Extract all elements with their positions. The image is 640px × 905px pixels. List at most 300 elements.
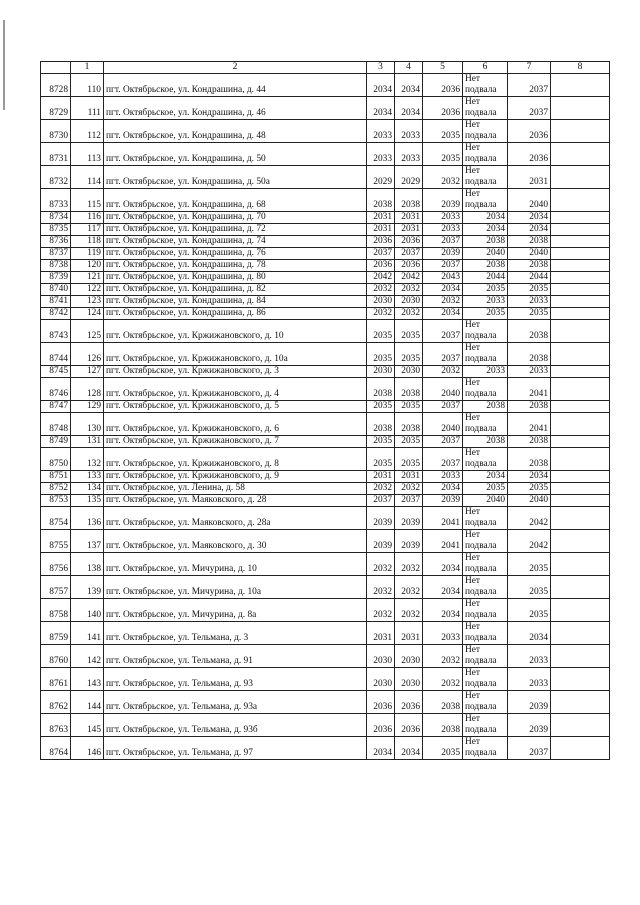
- year-col7-cell: 2042: [508, 530, 551, 553]
- table-row: [41, 236, 610, 248]
- year-col7-cell: 2034: [508, 212, 551, 224]
- col8-cell: [551, 737, 610, 760]
- col8-cell: [551, 622, 610, 645]
- year-col5-cell: 2037: [423, 260, 463, 272]
- year-col5-cell: 2037: [423, 320, 463, 343]
- address-cell: пгт. Октябрьское, ул. Тельмана, д. 3: [104, 622, 367, 645]
- row-number-cell: 8760: [41, 645, 71, 668]
- row-number-cell: 8736: [41, 236, 71, 248]
- basement-col6-cell: [463, 143, 508, 166]
- year-col7-cell: 2038: [508, 320, 551, 343]
- year-col5-cell: 2035: [423, 737, 463, 760]
- row-number-cell: 8750: [41, 448, 71, 471]
- year-col5-cell: 2039: [423, 189, 463, 212]
- col8-cell: [551, 448, 610, 471]
- year-col4-cell: 2033: [395, 143, 423, 166]
- address-cell: пгт. Октябрьское, ул. Кондрашина, д. 80: [104, 272, 367, 284]
- year-col4-cell: 2042: [395, 272, 423, 284]
- no-basement-label-top: Нет: [465, 622, 481, 632]
- row-number-cell: 8730: [41, 120, 71, 143]
- row-number-cell: 8732: [41, 166, 71, 189]
- no-basement-label-bottom: подвала: [465, 587, 497, 597]
- year-col7-cell: 2031: [508, 166, 551, 189]
- col8-cell: [551, 166, 610, 189]
- address-cell: пгт. Октябрьское, ул. Маяковского, д. 30: [104, 530, 367, 553]
- basement-col6-cell: 2033: [463, 366, 508, 378]
- no-basement-label-bottom: подвала: [465, 702, 497, 712]
- year-col5-cell: 2038: [423, 714, 463, 737]
- basement-col6-cell: 2038: [463, 436, 508, 448]
- year-col3-cell: 2033: [367, 143, 395, 166]
- year-col4-cell: 2034: [395, 74, 423, 97]
- year-col4-cell: 2038: [395, 413, 423, 436]
- row-number-cell: 8738: [41, 260, 71, 272]
- row-index-cell: 141: [71, 622, 104, 645]
- year-col5-cell: 2034: [423, 599, 463, 622]
- table-body: [41, 74, 610, 760]
- table-row: [41, 483, 610, 495]
- no-basement-label-bottom: подвала: [465, 177, 497, 187]
- row-index-cell: 120: [71, 260, 104, 272]
- year-col7-cell: 2038: [508, 260, 551, 272]
- col8-cell: [551, 413, 610, 436]
- header-cell-0: [41, 62, 71, 74]
- col8-cell: [551, 236, 610, 248]
- year-col7-cell: 2036: [508, 143, 551, 166]
- no-basement-label-bottom: подвала: [465, 459, 497, 469]
- row-number-cell: 8755: [41, 530, 71, 553]
- year-col3-cell: 2031: [367, 224, 395, 236]
- basement-col6-cell: 2038: [463, 260, 508, 272]
- basement-col6-cell: [463, 599, 508, 622]
- year-col4-cell: 2035: [395, 343, 423, 366]
- table-row: [41, 378, 610, 401]
- no-basement-label-top: Нет: [465, 166, 481, 176]
- row-index-cell: 135: [71, 495, 104, 507]
- year-col4-cell: 2036: [395, 236, 423, 248]
- year-col7-cell: 2033: [508, 366, 551, 378]
- basement-col6-cell: [463, 576, 508, 599]
- row-index-cell: 122: [71, 284, 104, 296]
- year-col7-cell: 2033: [508, 645, 551, 668]
- no-basement-label-top: Нет: [465, 691, 481, 701]
- table-row: [41, 622, 610, 645]
- no-basement-label-top: Нет: [465, 714, 481, 724]
- address-cell: пгт. Октябрьское, ул. Маяковского, д. 28: [104, 495, 367, 507]
- row-number-cell: 8743: [41, 320, 71, 343]
- year-col5-cell: 2037: [423, 343, 463, 366]
- year-col7-cell: 2035: [508, 576, 551, 599]
- year-col3-cell: 2039: [367, 530, 395, 553]
- address-cell: пгт. Октябрьское, ул. Кржижановского, д. 7: [104, 436, 367, 448]
- year-col5-cell: 2035: [423, 143, 463, 166]
- table-row: [41, 308, 610, 320]
- year-col4-cell: 2035: [395, 436, 423, 448]
- no-basement-label-top: Нет: [465, 530, 481, 540]
- col8-cell: [551, 471, 610, 483]
- no-basement-label-top: Нет: [465, 378, 481, 388]
- table-row: [41, 166, 610, 189]
- col8-cell: [551, 366, 610, 378]
- address-cell: пгт. Октябрьское, ул. Кондрашина, д. 46: [104, 97, 367, 120]
- table-header-row: [41, 62, 610, 74]
- year-col4-cell: 2030: [395, 645, 423, 668]
- year-col3-cell: 2030: [367, 668, 395, 691]
- col8-cell: [551, 260, 610, 272]
- row-number-cell: 8762: [41, 691, 71, 714]
- no-basement-label-top: Нет: [465, 645, 481, 655]
- year-col5-cell: 2032: [423, 296, 463, 308]
- table-row: [41, 413, 610, 436]
- year-col7-cell: 2041: [508, 413, 551, 436]
- year-col3-cell: 2036: [367, 691, 395, 714]
- no-basement-label-bottom: подвала: [465, 424, 497, 434]
- col8-cell: [551, 224, 610, 236]
- col8-cell: [551, 495, 610, 507]
- col8-cell: [551, 645, 610, 668]
- year-col7-cell: 2038: [508, 343, 551, 366]
- basement-col6-cell: [463, 378, 508, 401]
- row-index-cell: 121: [71, 272, 104, 284]
- table-row: [41, 448, 610, 471]
- address-cell: пгт. Октябрьское, ул. Кондрашина, д. 76: [104, 248, 367, 260]
- row-index-cell: 127: [71, 366, 104, 378]
- year-col5-cell: 2033: [423, 471, 463, 483]
- no-basement-label-bottom: подвала: [465, 354, 497, 364]
- no-basement-label-top: Нет: [465, 553, 481, 563]
- table-row: [41, 272, 610, 284]
- year-col3-cell: 2036: [367, 260, 395, 272]
- year-col4-cell: 2032: [395, 284, 423, 296]
- year-col4-cell: 2030: [395, 668, 423, 691]
- col8-cell: [551, 576, 610, 599]
- row-index-cell: 140: [71, 599, 104, 622]
- basement-col6-cell: [463, 166, 508, 189]
- basement-col6-cell: [463, 668, 508, 691]
- address-cell: пгт. Октябрьское, ул. Ленина, д. 58: [104, 483, 367, 495]
- table-row: [41, 507, 610, 530]
- year-col3-cell: 2030: [367, 296, 395, 308]
- row-index-cell: 133: [71, 471, 104, 483]
- row-number-cell: 8729: [41, 97, 71, 120]
- row-number-cell: 8739: [41, 272, 71, 284]
- year-col7-cell: 2039: [508, 691, 551, 714]
- year-col4-cell: 2037: [395, 248, 423, 260]
- no-basement-label-bottom: подвала: [465, 200, 497, 210]
- col8-cell: [551, 714, 610, 737]
- year-col7-cell: 2034: [508, 471, 551, 483]
- year-col3-cell: 2035: [367, 401, 395, 413]
- no-basement-label-top: Нет: [465, 120, 481, 130]
- table-row: [41, 248, 610, 260]
- row-index-cell: 143: [71, 668, 104, 691]
- row-number-cell: 8757: [41, 576, 71, 599]
- year-col5-cell: 2034: [423, 553, 463, 576]
- col8-cell: [551, 668, 610, 691]
- row-index-cell: 110: [71, 74, 104, 97]
- year-col3-cell: 2038: [367, 189, 395, 212]
- table-row: [41, 553, 610, 576]
- year-col3-cell: 2038: [367, 413, 395, 436]
- row-index-cell: 114: [71, 166, 104, 189]
- no-basement-label-bottom: подвала: [465, 748, 497, 758]
- row-index-cell: 142: [71, 645, 104, 668]
- row-index-cell: 144: [71, 691, 104, 714]
- year-col4-cell: 2032: [395, 553, 423, 576]
- year-col4-cell: 2035: [395, 320, 423, 343]
- header-cell-7: 7: [508, 62, 551, 74]
- year-col4-cell: 2032: [395, 599, 423, 622]
- col8-cell: [551, 120, 610, 143]
- basement-col6-cell: [463, 622, 508, 645]
- year-col7-cell: 2040: [508, 189, 551, 212]
- table-row: [41, 120, 610, 143]
- year-col5-cell: 2034: [423, 576, 463, 599]
- basement-col6-cell: [463, 413, 508, 436]
- year-col7-cell: 2033: [508, 296, 551, 308]
- address-cell: пгт. Октябрьское, ул. Кондрашина, д. 50а: [104, 166, 367, 189]
- year-col7-cell: 2038: [508, 236, 551, 248]
- no-basement-label-top: Нет: [465, 97, 481, 107]
- year-col3-cell: 2034: [367, 97, 395, 120]
- year-col5-cell: 2034: [423, 308, 463, 320]
- no-basement-label-bottom: подвала: [465, 389, 497, 399]
- col8-cell: [551, 248, 610, 260]
- no-basement-label-bottom: подвала: [465, 131, 497, 141]
- row-index-cell: 134: [71, 483, 104, 495]
- address-cell: пгт. Октябрьское, ул. Мичурина, д. 10а: [104, 576, 367, 599]
- year-col7-cell: 2034: [508, 224, 551, 236]
- year-col7-cell: 2035: [508, 483, 551, 495]
- table-row: [41, 97, 610, 120]
- basement-col6-cell: [463, 645, 508, 668]
- scan-edge-mark: [3, 20, 5, 110]
- no-basement-label-bottom: подвала: [465, 518, 497, 528]
- table-row: [41, 224, 610, 236]
- year-col7-cell: 2038: [508, 436, 551, 448]
- table-row: [41, 74, 610, 97]
- col8-cell: [551, 189, 610, 212]
- row-number-cell: 8748: [41, 413, 71, 436]
- address-cell: пгт. Октябрьское, ул. Кондрашина, д. 84: [104, 296, 367, 308]
- table-row: [41, 471, 610, 483]
- year-col4-cell: 2031: [395, 224, 423, 236]
- row-index-cell: 124: [71, 308, 104, 320]
- row-index-cell: 131: [71, 436, 104, 448]
- table-row: [41, 320, 610, 343]
- year-col7-cell: 2035: [508, 553, 551, 576]
- basement-col6-cell: 2034: [463, 212, 508, 224]
- year-col7-cell: 2040: [508, 248, 551, 260]
- row-index-cell: 129: [71, 401, 104, 413]
- address-cell: пгт. Октябрьское, ул. Кондрашина, д. 50: [104, 143, 367, 166]
- row-index-cell: 146: [71, 737, 104, 760]
- address-cell: пгт. Октябрьское, ул. Кондрашина, д. 70: [104, 212, 367, 224]
- row-number-cell: 8737: [41, 248, 71, 260]
- basement-col6-cell: [463, 97, 508, 120]
- row-index-cell: 123: [71, 296, 104, 308]
- no-basement-label-top: Нет: [465, 576, 481, 586]
- row-number-cell: 8744: [41, 343, 71, 366]
- no-basement-label-top: Нет: [465, 668, 481, 678]
- year-col4-cell: 2032: [395, 483, 423, 495]
- basement-col6-cell: [463, 737, 508, 760]
- table-row: [41, 691, 610, 714]
- address-cell: пгт. Октябрьское, ул. Кржижановского, д. 10: [104, 320, 367, 343]
- year-col5-cell: 2037: [423, 236, 463, 248]
- row-index-cell: 111: [71, 97, 104, 120]
- year-col7-cell: 2041: [508, 378, 551, 401]
- row-index-cell: 132: [71, 448, 104, 471]
- year-col5-cell: 2043: [423, 272, 463, 284]
- year-col7-cell: 2034: [508, 622, 551, 645]
- year-col4-cell: 2030: [395, 366, 423, 378]
- table-row: [41, 576, 610, 599]
- year-col7-cell: 2042: [508, 507, 551, 530]
- no-basement-label-bottom: подвала: [465, 725, 497, 735]
- table-row: [41, 401, 610, 413]
- year-col5-cell: 2040: [423, 378, 463, 401]
- year-col5-cell: 2041: [423, 507, 463, 530]
- row-index-cell: 137: [71, 530, 104, 553]
- no-basement-label-bottom: подвала: [465, 679, 497, 689]
- no-basement-label-bottom: подвала: [465, 564, 497, 574]
- col8-cell: [551, 296, 610, 308]
- year-col4-cell: 2034: [395, 97, 423, 120]
- row-index-cell: 116: [71, 212, 104, 224]
- year-col4-cell: 2036: [395, 691, 423, 714]
- year-col4-cell: 2039: [395, 507, 423, 530]
- year-col3-cell: 2031: [367, 622, 395, 645]
- no-basement-label-bottom: подвала: [465, 633, 497, 643]
- address-cell: пгт. Октябрьское, ул. Кржижановского, д. 4: [104, 378, 367, 401]
- address-cell: пгт. Октябрьское, ул. Кондрашина, д. 68: [104, 189, 367, 212]
- col8-cell: [551, 530, 610, 553]
- year-col4-cell: 2034: [395, 737, 423, 760]
- row-index-cell: 128: [71, 378, 104, 401]
- row-number-cell: 8747: [41, 401, 71, 413]
- row-number-cell: 8735: [41, 224, 71, 236]
- no-basement-label-top: Нет: [465, 507, 481, 517]
- table-row: [41, 260, 610, 272]
- year-col5-cell: 2038: [423, 691, 463, 714]
- col8-cell: [551, 599, 610, 622]
- address-cell: пгт. Октябрьское, ул. Кржижановского, д. 8: [104, 448, 367, 471]
- col8-cell: [551, 74, 610, 97]
- year-col3-cell: 2031: [367, 212, 395, 224]
- basement-col6-cell: 2038: [463, 236, 508, 248]
- year-col3-cell: 2037: [367, 495, 395, 507]
- basement-col6-cell: 2040: [463, 495, 508, 507]
- year-col7-cell: 2035: [508, 308, 551, 320]
- row-index-cell: 145: [71, 714, 104, 737]
- row-number-cell: 8741: [41, 296, 71, 308]
- row-number-cell: 8761: [41, 668, 71, 691]
- address-cell: пгт. Октябрьское, ул. Маяковского, д. 28а: [104, 507, 367, 530]
- no-basement-label-top: Нет: [465, 343, 481, 353]
- year-col3-cell: 2032: [367, 284, 395, 296]
- row-number-cell: 8763: [41, 714, 71, 737]
- year-col3-cell: 2035: [367, 343, 395, 366]
- address-cell: пгт. Октябрьское, ул. Кржижановского, д. 3: [104, 366, 367, 378]
- year-col7-cell: 2039: [508, 714, 551, 737]
- year-col5-cell: 2039: [423, 248, 463, 260]
- no-basement-label-top: Нет: [465, 737, 481, 747]
- basement-col6-cell: [463, 120, 508, 143]
- address-cell: пгт. Октябрьское, ул. Кондрашина, д. 48: [104, 120, 367, 143]
- col8-cell: [551, 212, 610, 224]
- col8-cell: [551, 97, 610, 120]
- year-col4-cell: 2031: [395, 622, 423, 645]
- year-col7-cell: 2033: [508, 668, 551, 691]
- year-col5-cell: 2036: [423, 74, 463, 97]
- table-row: [41, 599, 610, 622]
- year-col4-cell: 2036: [395, 260, 423, 272]
- year-col4-cell: 2029: [395, 166, 423, 189]
- col8-cell: [551, 507, 610, 530]
- table-row: [41, 714, 610, 737]
- year-col3-cell: 2032: [367, 576, 395, 599]
- year-col3-cell: 2030: [367, 645, 395, 668]
- table-row: [41, 143, 610, 166]
- year-col3-cell: 2030: [367, 366, 395, 378]
- year-col5-cell: 2032: [423, 166, 463, 189]
- document-sheet: [40, 61, 609, 760]
- row-number-cell: 8749: [41, 436, 71, 448]
- table-row: [41, 645, 610, 668]
- basement-col6-cell: 2033: [463, 296, 508, 308]
- no-basement-label-bottom: подвала: [465, 85, 497, 95]
- row-index-cell: 130: [71, 413, 104, 436]
- row-index-cell: 113: [71, 143, 104, 166]
- year-col3-cell: 2032: [367, 553, 395, 576]
- year-col5-cell: 2039: [423, 495, 463, 507]
- header-cell-5: 5: [423, 62, 463, 74]
- header-cell-8: 8: [551, 62, 610, 74]
- row-number-cell: 8754: [41, 507, 71, 530]
- no-basement-label-bottom: подвала: [465, 541, 497, 551]
- table-row: [41, 296, 610, 308]
- address-cell: пгт. Октябрьское, ул. Тельмана, д. 93б: [104, 714, 367, 737]
- header-cell-2: 2: [104, 62, 367, 74]
- row-number-cell: 8752: [41, 483, 71, 495]
- year-col3-cell: 2033: [367, 120, 395, 143]
- row-index-cell: 125: [71, 320, 104, 343]
- basement-col6-cell: 2044: [463, 272, 508, 284]
- year-col3-cell: 2036: [367, 714, 395, 737]
- row-index-cell: 126: [71, 343, 104, 366]
- year-col3-cell: 2034: [367, 74, 395, 97]
- col8-cell: [551, 272, 610, 284]
- basement-col6-cell: [463, 343, 508, 366]
- row-number-cell: 8728: [41, 74, 71, 97]
- address-cell: пгт. Октябрьское, ул. Кондрашина, д. 44: [104, 74, 367, 97]
- year-col4-cell: 2032: [395, 308, 423, 320]
- no-basement-label-bottom: подвала: [465, 656, 497, 666]
- header-cell-4: 4: [395, 62, 423, 74]
- table-row: [41, 212, 610, 224]
- year-col3-cell: 2035: [367, 436, 395, 448]
- col8-cell: [551, 143, 610, 166]
- row-number-cell: 8745: [41, 366, 71, 378]
- col8-cell: [551, 343, 610, 366]
- col8-cell: [551, 378, 610, 401]
- address-cell: пгт. Октябрьское, ул. Тельмана, д. 97: [104, 737, 367, 760]
- year-col5-cell: 2032: [423, 366, 463, 378]
- year-col3-cell: 2035: [367, 320, 395, 343]
- address-cell: пгт. Октябрьское, ул. Тельмана, д. 91: [104, 645, 367, 668]
- no-basement-label-top: Нет: [465, 74, 481, 84]
